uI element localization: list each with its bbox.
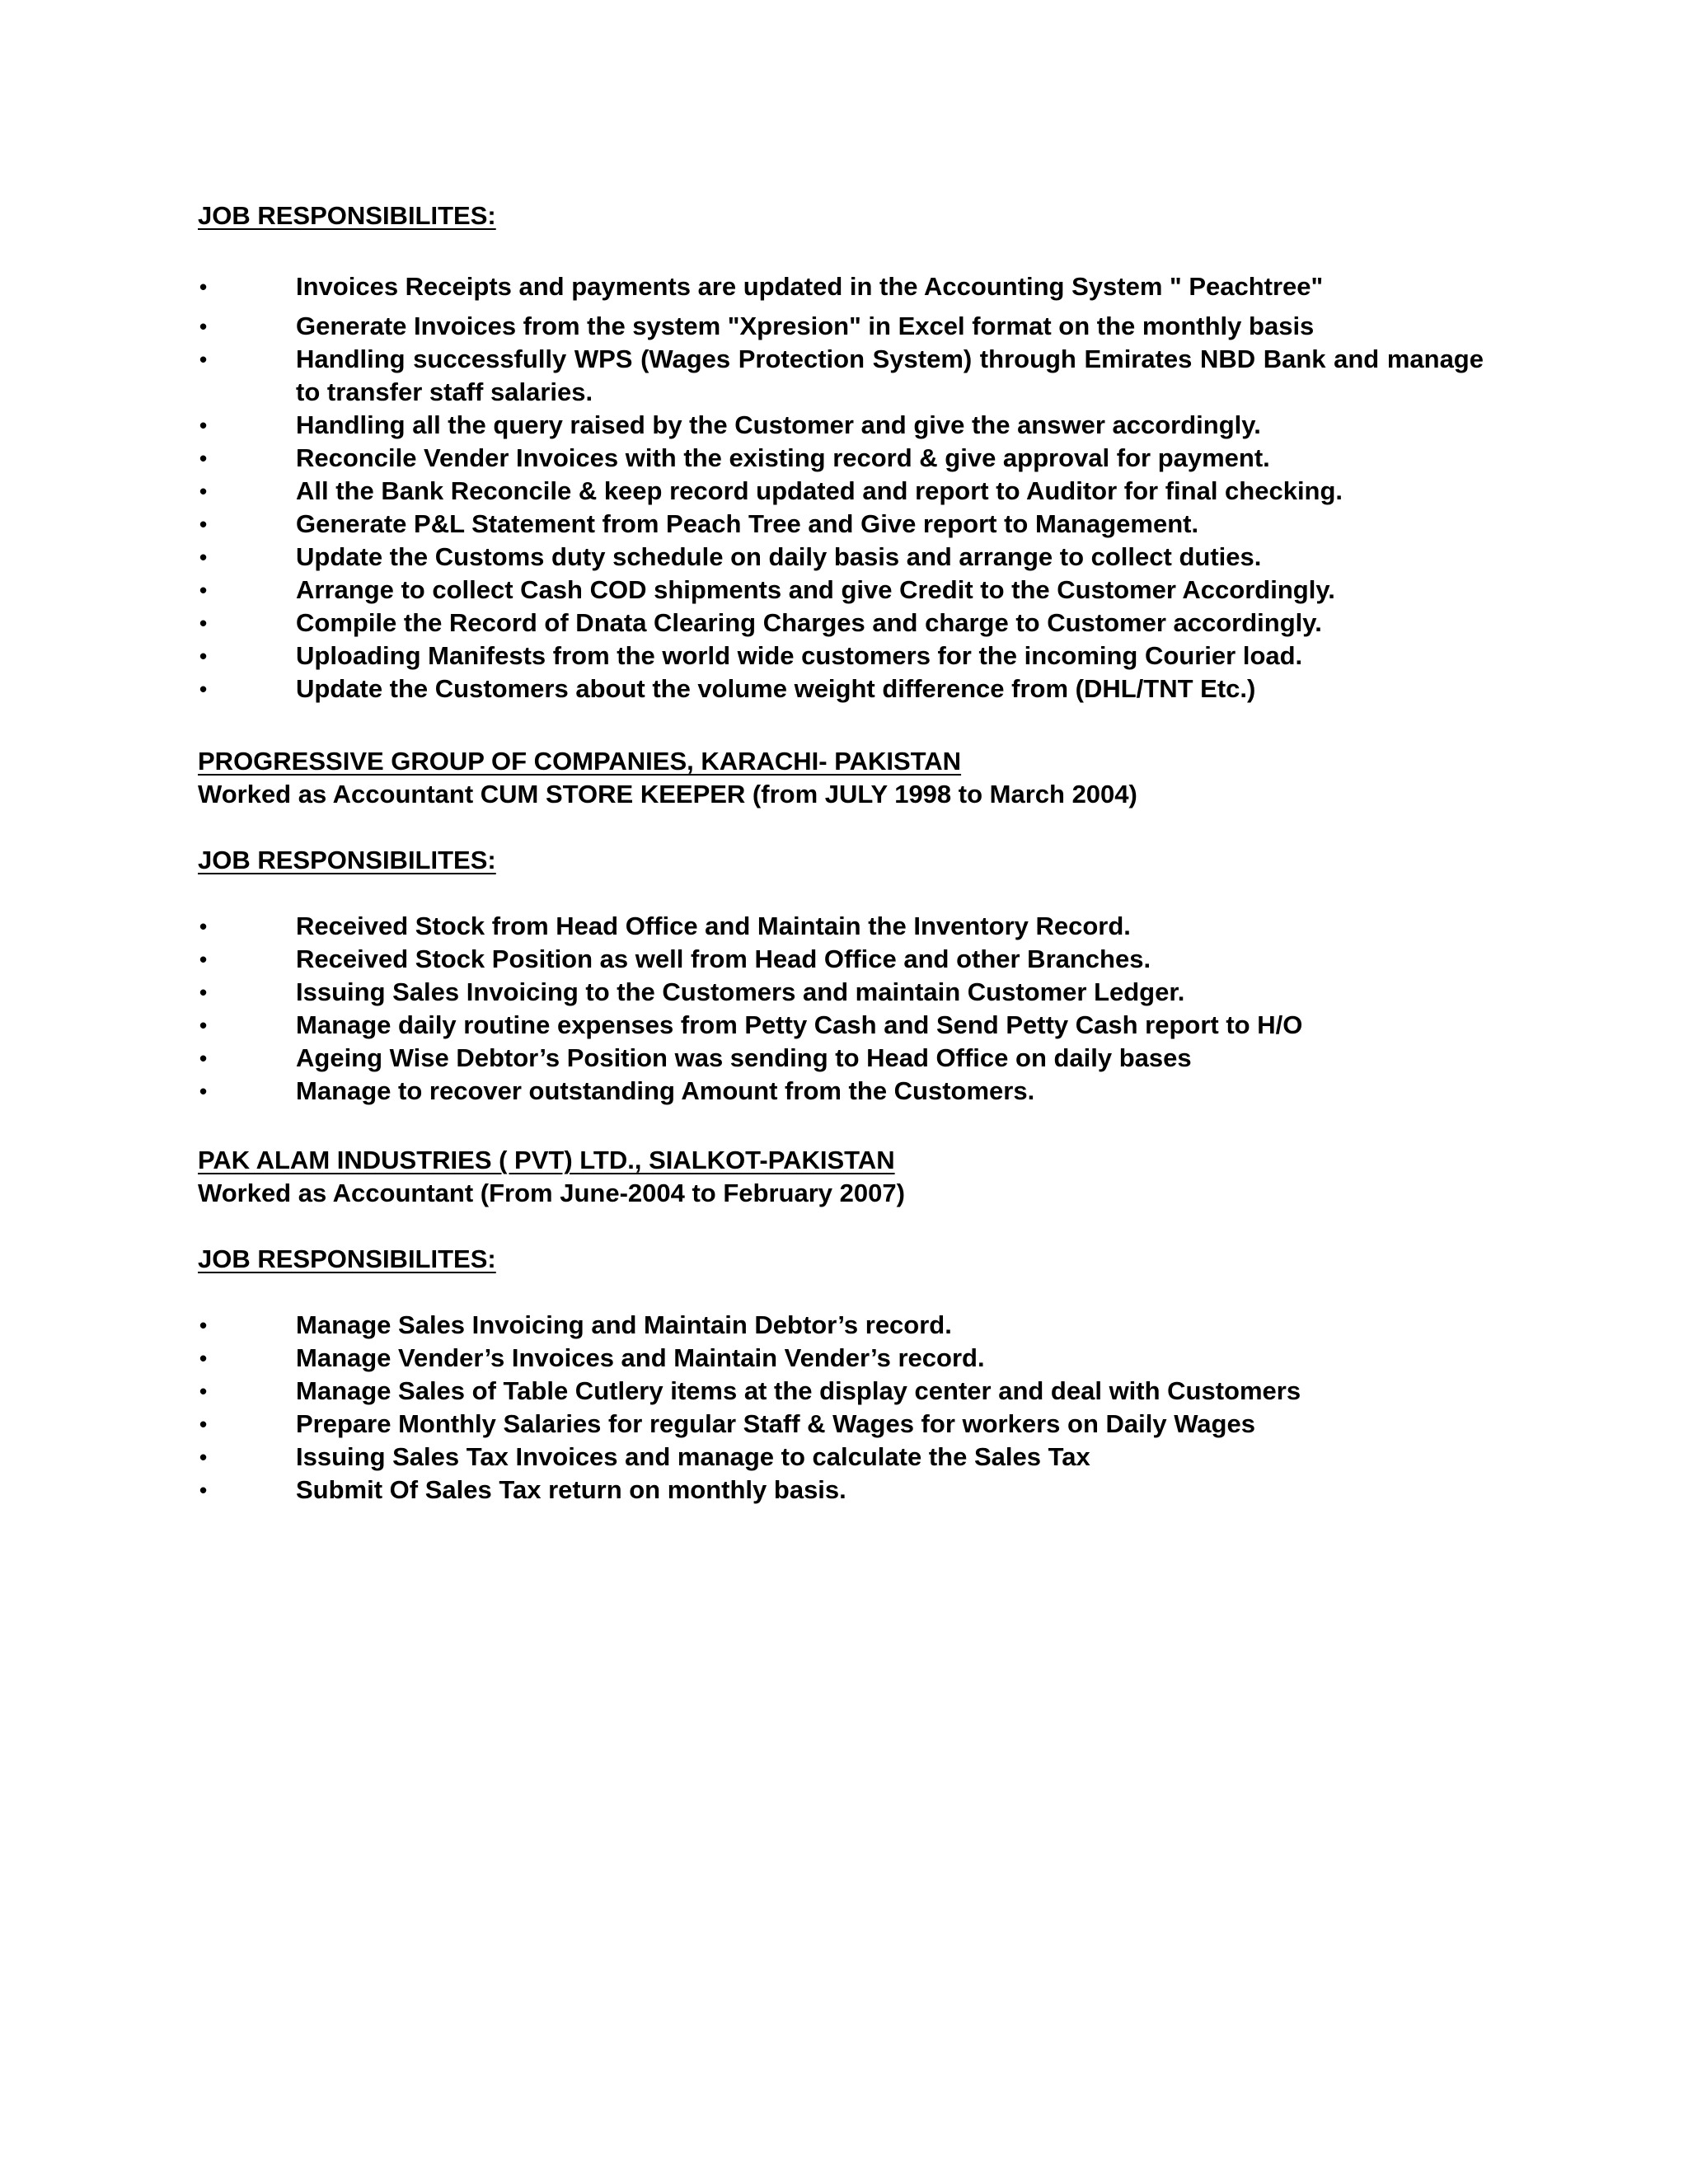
list-item: • Update the Customers about the volume weight difference from (DHL/TNT Etc.) (198, 673, 1484, 705)
list-item: • Submit Of Sales Tax return on monthly basis. (198, 1474, 1484, 1507)
bullet-icon: • (199, 1445, 208, 1469)
bullet-icon: • (199, 914, 208, 939)
bullet-icon: • (199, 1013, 208, 1038)
list-item: • Uploading Manifests from the world wide customers for the incoming Courier load. (198, 640, 1484, 673)
list-item: • Reconcile Vender Invoices with the existing record & give approval for payment. (198, 442, 1484, 475)
bullet-icon: • (199, 578, 208, 602)
bullet-icon: • (199, 1313, 208, 1338)
list-item: • Manage Sales Invoicing and Maintain Debtor’s record. (198, 1309, 1484, 1342)
job-responsibilities-heading-1: JOB RESPONSIBILITES: (198, 201, 496, 230)
role-line-progressive: Worked as Accountant CUM STORE KEEPER (from JULY 1998 to March 2004) (198, 780, 1137, 808)
company-name-pak-alam: PAK ALAM INDUSTRIES ( PVT) LTD., SIALKOT-PAKISTAN (198, 1146, 895, 1174)
bullet-icon: • (199, 1079, 208, 1104)
list-item: • Invoices Receipts and payments are updated in the Accounting System " Peachtree" (198, 270, 1484, 303)
role-line-pak-alam: Worked as Accountant (From June-2004 to February 2007) (198, 1179, 905, 1207)
list-item: • Manage Sales of Table Cutlery items at the display center and deal with Customers (198, 1375, 1484, 1408)
list-item: • Compile the Record of Dnata Clearing Charges and charge to Customer accordingly. (198, 607, 1484, 640)
bullet-icon: • (199, 446, 208, 471)
bullet-icon: • (199, 1379, 208, 1404)
job-responsibilities-heading-2: JOB RESPONSIBILITES: (198, 846, 496, 874)
bullet-icon: • (199, 677, 208, 701)
bullet-icon: • (199, 347, 208, 372)
list-item: • Ageing Wise Debtor’s Position was sending to Head Office on daily bases (198, 1042, 1484, 1075)
bullet-icon: • (199, 314, 208, 339)
bullet-icon: • (199, 947, 208, 972)
list-item: • Update the Customs duty schedule on daily basis and arrange to collect duties. (198, 541, 1484, 574)
bullet-icon: • (199, 413, 208, 438)
responsibilities-list-2 (198, 910, 1484, 1108)
list-item: • Arrange to collect Cash COD shipments and give Credit to the Customer Accordingly. (198, 574, 1484, 607)
list-item: • Manage daily routine expenses from Petty Cash and Send Petty Cash report to H/O (198, 1009, 1484, 1042)
list-item: • Received Stock Position as well from Head Office and other Branches. (198, 943, 1484, 976)
list-item: • Manage to recover outstanding Amount from the Customers. (198, 1075, 1484, 1108)
responsibilities-list-1 (198, 270, 1484, 705)
company-name-progressive: PROGRESSIVE GROUP OF COMPANIES, KARACHI- PAKISTAN (198, 747, 962, 776)
bullet-icon: • (199, 1046, 208, 1071)
list-item: • Handling successfully WPS (Wages Protection System) through Emirates NBD Bank and manage to transfer staff salaries. (199, 344, 1484, 406)
bullet-icon: • (199, 980, 208, 1005)
bullet-icon: • (199, 644, 208, 668)
bullet-icon: • (199, 512, 208, 537)
list-item: • All the Bank Reconcile & keep record updated and report to Auditor for final checking. (198, 475, 1484, 508)
list-item: • Handling all the query raised by the Customer and give the answer accordingly. (198, 409, 1484, 442)
bullet-icon: • (199, 1478, 208, 1502)
list-item: • Prepare Monthly Salaries for regular Staff & Wages for workers on Daily Wages (198, 1408, 1484, 1441)
bullet-icon: • (199, 479, 208, 504)
list-item: • Generate Invoices from the system "Xpresion" in Excel format on the monthly basis (198, 310, 1484, 343)
list-item: • Generate P&L Statement from Peach Tree and Give report to Management. (198, 508, 1484, 541)
list-item: • Manage Vender’s Invoices and Maintain Vender’s record. (198, 1342, 1484, 1375)
bullet-icon: • (199, 545, 208, 569)
list-item: • Issuing Sales Invoicing to the Customers and maintain Customer Ledger. (198, 976, 1484, 1009)
job-responsibilities-heading-3: JOB RESPONSIBILITES: (198, 1244, 496, 1273)
bullet-icon: • (199, 1412, 208, 1436)
bullet-icon: • (199, 274, 208, 299)
bullet-icon: • (199, 1346, 208, 1371)
list-item: • Issuing Sales Tax Invoices and manage to calculate the Sales Tax (198, 1441, 1484, 1474)
responsibilities-list-3 (198, 1309, 1484, 1507)
bullet-icon: • (199, 611, 208, 635)
list-item: • Received Stock from Head Office and Maintain the Inventory Record. (198, 910, 1484, 943)
